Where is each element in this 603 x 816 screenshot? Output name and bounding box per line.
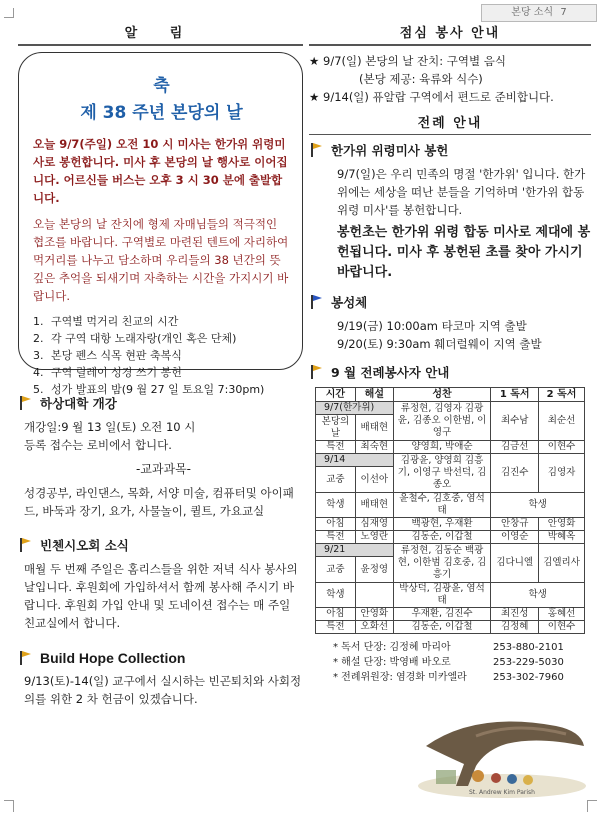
table-row [316, 518, 585, 531]
table-row [316, 531, 585, 544]
table-cell: 특전 [316, 441, 356, 454]
flag-icon [18, 537, 32, 553]
list-item: 5. 성가 발표의 밤(9 월 27 일 토요일 7:30pm) [33, 383, 265, 396]
table-cell: 아침 [316, 518, 356, 531]
table-cell: 김진수 [491, 454, 539, 493]
anniversary-title-2: 제 38 주년 본당의 날 [80, 103, 243, 123]
table-cell: 김동순, 이갑철 [393, 621, 491, 634]
tree-illustration-svg [416, 706, 588, 798]
table-cell: 아침 [316, 608, 356, 621]
flag-icon [309, 294, 323, 310]
tree-illustration [416, 706, 588, 798]
table-cell: 특전 [316, 531, 356, 544]
table-cell: 배태현 [355, 415, 393, 441]
meal-line-1: ★ 9/7(일) 본당의 날 잔치: 구역별 음식 [309, 54, 506, 68]
table-cell: 본당의 날 [316, 415, 356, 441]
subjects-list: 성경공부, 라인댄스, 목화, 서양 미술, 컴퓨터및 아이패드, 바둑과 장기, 요가, 사물놀이, 퀼트, 가요교실 [24, 486, 294, 518]
table-cell: 이영순 [491, 531, 539, 544]
table-row [316, 441, 585, 454]
anniversary-box [18, 52, 303, 396]
contact-row: * 전례위원장: 염경화 미카엘라 253-302-7960 [333, 672, 564, 683]
flag-icon [18, 650, 32, 666]
table-header-row [316, 388, 585, 402]
buildhope-text: 9/13(토)-14(일) 교구에서 실시하는 빈곤퇴치와 사회정의를 위한 2 차 헌금이 있겠습니다. [24, 674, 302, 706]
table-cell: 심재영 [355, 518, 393, 531]
page-tab [481, 4, 597, 22]
date-cell: 9/7(한가위) [316, 402, 394, 415]
right-column [309, 22, 591, 685]
table-cell: 박혜옥 [539, 531, 585, 544]
table-row [316, 402, 585, 415]
table-cell: 이현수 [539, 621, 585, 634]
table-cell: 오화선 [355, 621, 393, 634]
crop-mark [4, 8, 14, 18]
table-cell: 최진성 [491, 608, 539, 621]
contacts-list [309, 640, 591, 685]
meal-line-1b: (본당 제공: 육류와 식수) [359, 72, 483, 86]
table-cell: 배태현 [355, 493, 393, 518]
left-column [18, 22, 303, 708]
table-cell: 학생 [491, 583, 585, 608]
notice-heading: 알 림 [18, 22, 303, 46]
liturgy-heading: 전례 안내 [309, 112, 591, 135]
page-tab-label: 본당 소식 [511, 7, 554, 18]
list-item: 1. 구역별 먹거리 친교의 시간 [33, 315, 179, 328]
meal-line-2: ★ 9/14(일) 퓨알랍 구역에서 편드로 준비합니다. [309, 90, 554, 104]
crop-mark [587, 800, 597, 812]
anniversary-paragraph-1: 오늘 9/7(주일) 오전 10 시 미사는 한가위 위령미사로 봉헌합니다. 미사 후 본당의 날 행사로 이어집니다. 어르신들 버스는 오후 3 시 30 분에 출발합니다. [33, 137, 288, 205]
table-cell: 교중 [316, 557, 356, 583]
table-cell: 노영란 [355, 531, 393, 544]
table-cell: 김정혜 [491, 621, 539, 634]
column-header: 시간 [316, 388, 356, 402]
table-cell: 김금선 [491, 441, 539, 454]
list-item: 4. 구역 릴레이 성경 쓰기 봉헌 [33, 366, 182, 379]
schedule-heading: 9 월 전례봉사자 안내 [309, 363, 591, 381]
table-cell: 윤철수, 김호중, 염석태 [393, 493, 491, 518]
column-header: 2 독서 [539, 388, 585, 402]
list-item: 3. 본당 펜스 식목 현판 축복식 [33, 349, 182, 362]
table-cell: 안영화 [355, 608, 393, 621]
chuseok-text: 9/7(일)은 우리 민족의 명절 '한가위' 입니다. 한가위에는 세상을 떠난 분들을 기억하며 '한가위 합동 위령 미사'를 봉헌합니다. [337, 167, 586, 217]
college-line-1: 개강일:9 월 13 일(토) 오전 10 시 [24, 420, 196, 434]
anniversary-title-1: 축 [153, 76, 170, 96]
table-cell: 학생 [491, 493, 585, 518]
table-cell: 류정현, 김영자 김광윤, 김종오 이한범, 이영구 [393, 402, 491, 441]
meal-heading: 점심 봉사 안내 [309, 22, 591, 46]
chuseok-bold-text: 봉헌초는 한가위 위령 합동 미사로 제대에 봉헌됩니다. 미사 후 봉헌된 초를 찾아 가시기 바랍니다. [337, 225, 591, 280]
subjects-heading: -교과과목- [135, 462, 192, 476]
table-cell: 김영자 [539, 454, 585, 493]
table-cell: 윤정영 [355, 557, 393, 583]
table-cell: 안창규 [491, 518, 539, 531]
date-cell: 9/21 [316, 544, 394, 557]
schedule-table [315, 387, 585, 634]
table-cell: 학생 [316, 583, 356, 608]
flag-icon [18, 395, 32, 411]
table-cell: 백광현, 우재환 [393, 518, 491, 531]
contact-row: * 독서 단장: 김정혜 마리아 253-880-2101 [333, 642, 564, 653]
column-header: 1 독서 [491, 388, 539, 402]
event-list [33, 313, 290, 398]
table-cell: 특전 [316, 621, 356, 634]
star-icon: ★ [309, 90, 320, 104]
table-row [316, 493, 585, 518]
chuseok-heading: 한가위 위령미사 봉헌 [309, 141, 591, 159]
anniversary-paragraph-2: 오늘 본당의 날 잔치에 형제 자매님들의 적극적인 협조를 바랍니다. 구역별로 마련된 텐트에 자리하여 먹거리를 나누고 담소하며 우리들의 38 년간의 뜻깊은 추억을 되새기며 자축하는 시간을 가지시기 바랍니다. [33, 217, 289, 303]
contact-row: * 해설 단장: 박영배 바오로 253-229-5030 [333, 657, 564, 668]
table-cell: 박상덕, 김광윤, 염석태 [393, 583, 491, 608]
date-cell: 9/14 [316, 454, 394, 467]
buildhope-heading: Build Hope Collection [18, 650, 303, 666]
vincent-heading: 빈첸시오회 소식 [18, 536, 303, 554]
table-row [316, 454, 585, 467]
table-cell: 김광윤, 양영희 김흥기, 이영구 박선덕, 김종오 [393, 454, 491, 493]
table-cell: 이선아 [355, 467, 393, 493]
table-cell: 김엘리사 [539, 544, 585, 583]
table-cell: 학생 [316, 493, 356, 518]
vincent-text: 매월 두 번째 주일은 홈리스들을 위한 저녁 식사 봉사의 날입니다. 후원회에 가입하셔서 함께 봉사해 주시기 바랍니다. 후원회 가입 안내 및 도네이션 접수는 매 주일 친교실에서 합니다. [24, 562, 298, 630]
svg-text:St. Andrew Kim Parish: St. Andrew Kim Parish [469, 789, 535, 796]
flag-icon [309, 142, 323, 158]
college-line-2: 등록 접수는 로비에서 합니다. [24, 438, 172, 452]
table-cell: 최수남 [491, 402, 539, 441]
column-header: 성찬 [393, 388, 491, 402]
crop-mark [4, 800, 14, 812]
page-number: 7 [560, 7, 567, 18]
table-cell: 교중 [316, 467, 356, 493]
table-cell: 김다니엘 [491, 544, 539, 583]
table-row [316, 608, 585, 621]
column-header: 해설 [355, 388, 393, 402]
table-row [316, 544, 585, 557]
table-cell [355, 583, 393, 608]
table-cell: 양영희, 박애순 [393, 441, 491, 454]
table-cell: 홍혜선 [539, 608, 585, 621]
star-icon: ★ [309, 54, 320, 68]
table-row [316, 621, 585, 634]
communion-line-1: 9/19(금) 10:00am 타코마 지역 출발 [337, 319, 527, 333]
table-cell: 최순선 [539, 402, 585, 441]
table-cell: 김동순, 이갑철 [393, 531, 491, 544]
flag-icon [309, 364, 323, 380]
table-cell: 이현수 [539, 441, 585, 454]
college-heading: 하상대학 개강 [18, 394, 303, 412]
list-item: 2. 각 구역 대항 노래자랑(개인 혹은 단체) [33, 332, 237, 345]
table-cell: 최숙현 [355, 441, 393, 454]
table-cell: 우재환, 김진수 [393, 608, 491, 621]
communion-heading: 봉성체 [309, 293, 591, 311]
table-row [316, 583, 585, 608]
communion-line-2: 9/20(토) 9:30am 훼더럴웨이 지역 출발 [337, 337, 542, 351]
table-cell: 안영화 [539, 518, 585, 531]
table-cell: 류정현, 김동순 백광현, 이한범 김호중, 김흥기 [393, 544, 491, 583]
